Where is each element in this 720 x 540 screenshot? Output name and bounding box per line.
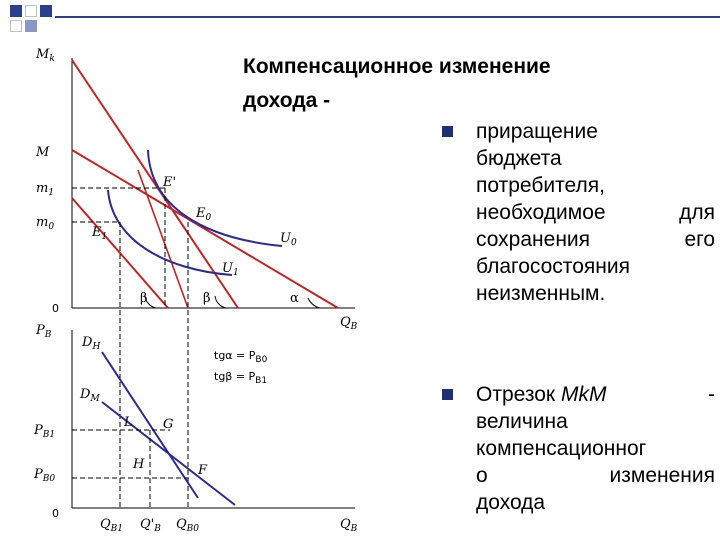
label-beta2: β: [203, 291, 211, 306]
segment-word: Отрезок: [476, 383, 556, 406]
justified-word: его: [684, 228, 715, 251]
label-g: G: [163, 417, 174, 432]
label-l: L: [124, 415, 133, 430]
justified-word: сохранения: [476, 228, 591, 251]
label-qprime-b: $Q'_B$: [140, 517, 161, 534]
bullet-line: приращение: [476, 120, 598, 143]
label-f: F: [198, 463, 208, 478]
label-e1: $E_1$: [92, 225, 108, 242]
label-m0: $m_0$: [36, 215, 55, 232]
label-dm: $D_M$: [80, 387, 100, 404]
label-m1: $m_1$: [36, 181, 55, 198]
bullet-line: компенсационног: [476, 437, 647, 460]
bullet-line: дохода: [476, 491, 546, 514]
label-origin-top: 0: [52, 302, 59, 315]
justified-word: необходимое: [476, 201, 606, 224]
label-m: M: [36, 145, 50, 160]
label-h: H: [133, 457, 145, 472]
label-qb-bottom: $Q_B$: [340, 517, 358, 534]
justified-word: для: [679, 201, 715, 224]
demand-line-dh: [102, 352, 198, 498]
label-u1: $U_1$: [222, 261, 239, 278]
label-pb1: $P_{B1}$: [34, 423, 56, 440]
formula-tg-beta: $tg\beta = P_{B1}$: [214, 370, 268, 386]
bullet-line: величина: [476, 410, 568, 433]
label-dh: $D_H$: [82, 335, 101, 352]
bullet-line: бюджета: [476, 147, 562, 170]
bullet-line: благосостояния: [476, 255, 630, 278]
label-qb-top: $Q_B$: [340, 315, 358, 332]
label-u0: $U_0$: [280, 231, 297, 248]
budget-line-m: [72, 150, 338, 308]
title-line: Компенсационное изменение: [243, 55, 551, 78]
indifference-curve-u0: [148, 150, 282, 246]
label-alpha: α: [290, 291, 299, 306]
bullet-line: потребителя,: [476, 174, 605, 197]
justified-word: изменения: [609, 464, 715, 487]
label-origin-bottom: 0: [52, 507, 59, 520]
budget-line-m1: [138, 170, 188, 308]
bullet-line: неизменным.: [476, 282, 606, 305]
bullet-dash: -: [708, 383, 715, 406]
formula-tg-alpha: $tg\alpha = P_{B0}$: [214, 349, 268, 365]
justified-word: о: [476, 464, 488, 487]
label-eprime: E': [163, 175, 177, 190]
segment-name: MkM: [560, 383, 607, 406]
angle-arc-beta2: [215, 296, 226, 308]
label-pb: $P_B$: [36, 323, 52, 340]
budget-line-mk: [72, 60, 238, 308]
label-qb0: $Q_{B0}$: [176, 517, 200, 534]
label-beta1: β: [140, 291, 148, 306]
label-pb0: $P_{B0}$: [34, 467, 56, 484]
label-qb1: $Q_{B1}$: [100, 517, 124, 534]
label-e0: $E_0$: [196, 206, 212, 223]
title-line: дохода -: [243, 89, 331, 112]
label-mk: $M_k$: [36, 47, 55, 64]
angle-arc-alpha: [308, 298, 320, 308]
